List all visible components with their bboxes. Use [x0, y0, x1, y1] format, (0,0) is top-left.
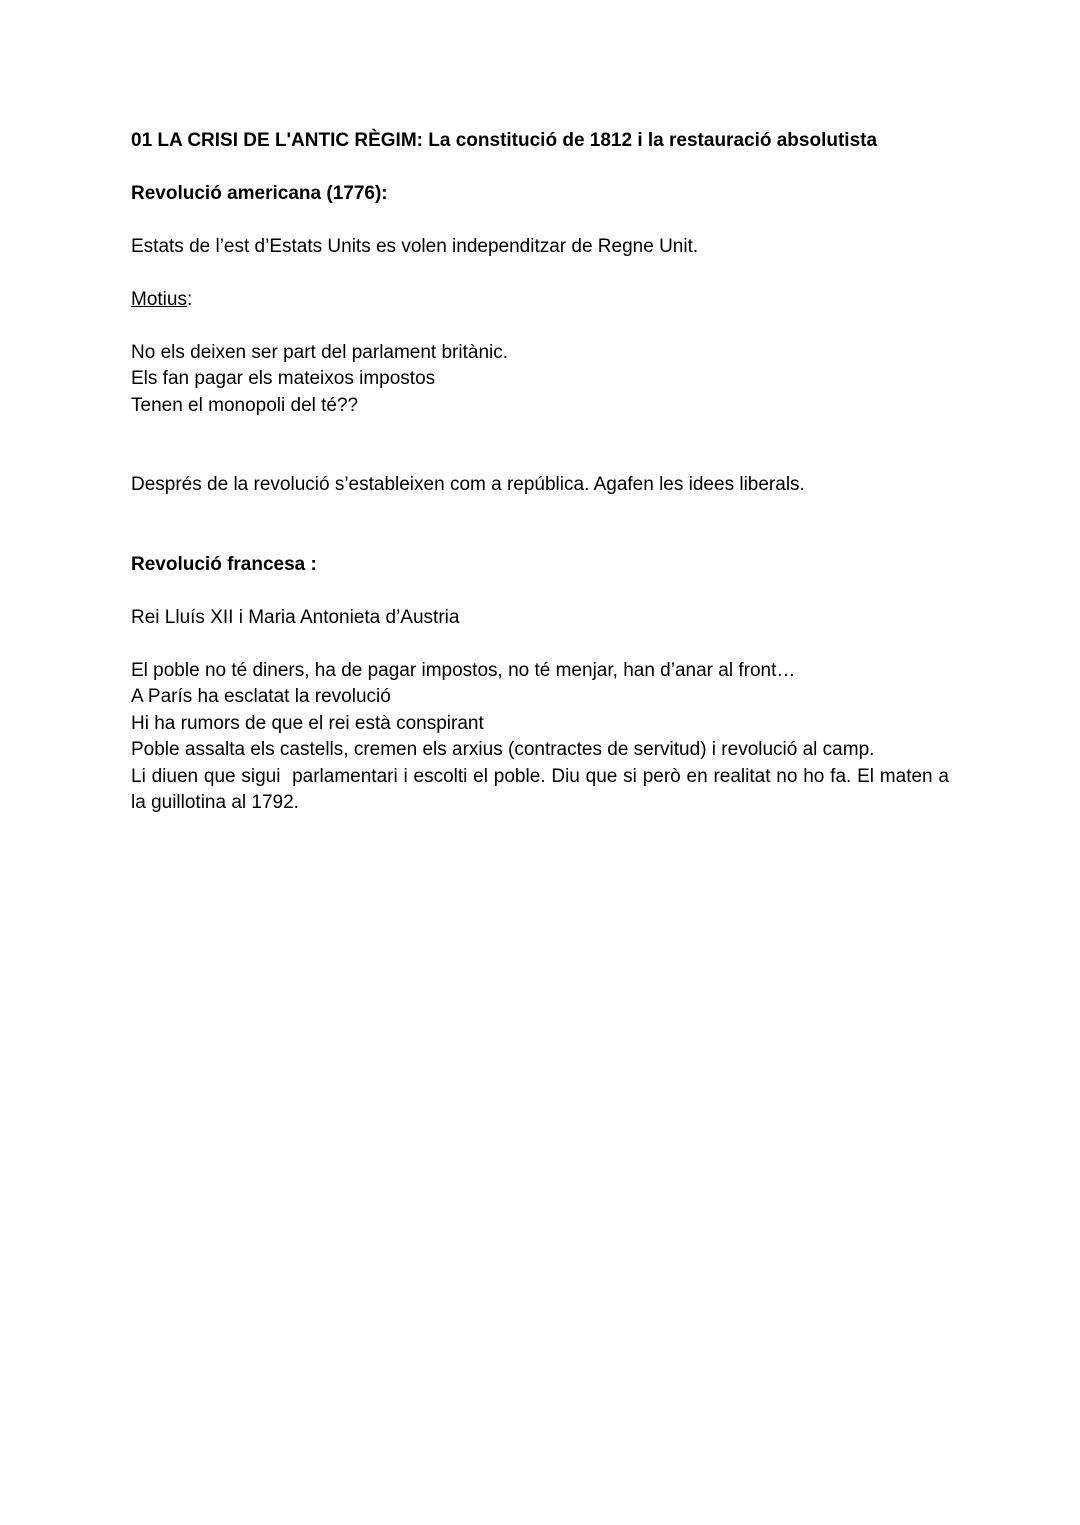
- american-intro: Estats de l’est d’Estats Units es volen independitzar de Regne Unit.: [131, 235, 699, 257]
- reason-item: No els deixen ser part del parlament britànic.: [131, 341, 509, 363]
- spacer: [131, 499, 949, 552]
- french-lines: [131, 658, 949, 764]
- american-outcome: Després de la revolució s’estableixen com a república. Agafen les idees liberals.: [131, 474, 805, 495]
- spacer: [131, 419, 949, 472]
- french-line: Poble assalta els castells, cremen els arxius (contractes de servitud) i revolució al camp.: [131, 739, 875, 760]
- spacer: [131, 631, 949, 658]
- reason-item: Tenen el monopoli del té??: [131, 394, 359, 416]
- spacer: [131, 260, 949, 287]
- french-revolution-heading: Revolució francesa :: [131, 553, 317, 575]
- motius-colon: :: [186, 288, 193, 310]
- french-kings: Rei Lluís XII i Maria Antonieta d’Austria: [131, 606, 460, 628]
- american-revolution-heading: Revolució americana (1776):: [131, 182, 388, 204]
- french-line: Hi ha rumors de que el rei està conspirant: [131, 712, 484, 734]
- french-final-paragraph: Li diuen que sigui parlamentari i escolti el poble. Diu que si però en realitat no ho fa. El maten a la guillotina al 1792.: [131, 765, 955, 813]
- french-line: El poble no té diners, ha de pagar impostos, no té menjar, han d’anar al front…: [131, 659, 796, 681]
- spacer: [131, 578, 949, 605]
- motius-label: Motius: [131, 288, 187, 310]
- reasons-list: [131, 340, 949, 420]
- french-line: A París ha esclatat la revolució: [131, 686, 391, 707]
- motius-label-line: [131, 287, 949, 314]
- document-title: 01 LA CRISI DE L'ANTIC RÈGIM: La constitució de 1812 i la restauració absolutista: [131, 130, 878, 151]
- reason-item: Els fan pagar els mateixos impostos: [131, 368, 436, 389]
- spacer: [131, 313, 949, 340]
- spacer: [131, 207, 949, 234]
- document-page: [131, 128, 955, 817]
